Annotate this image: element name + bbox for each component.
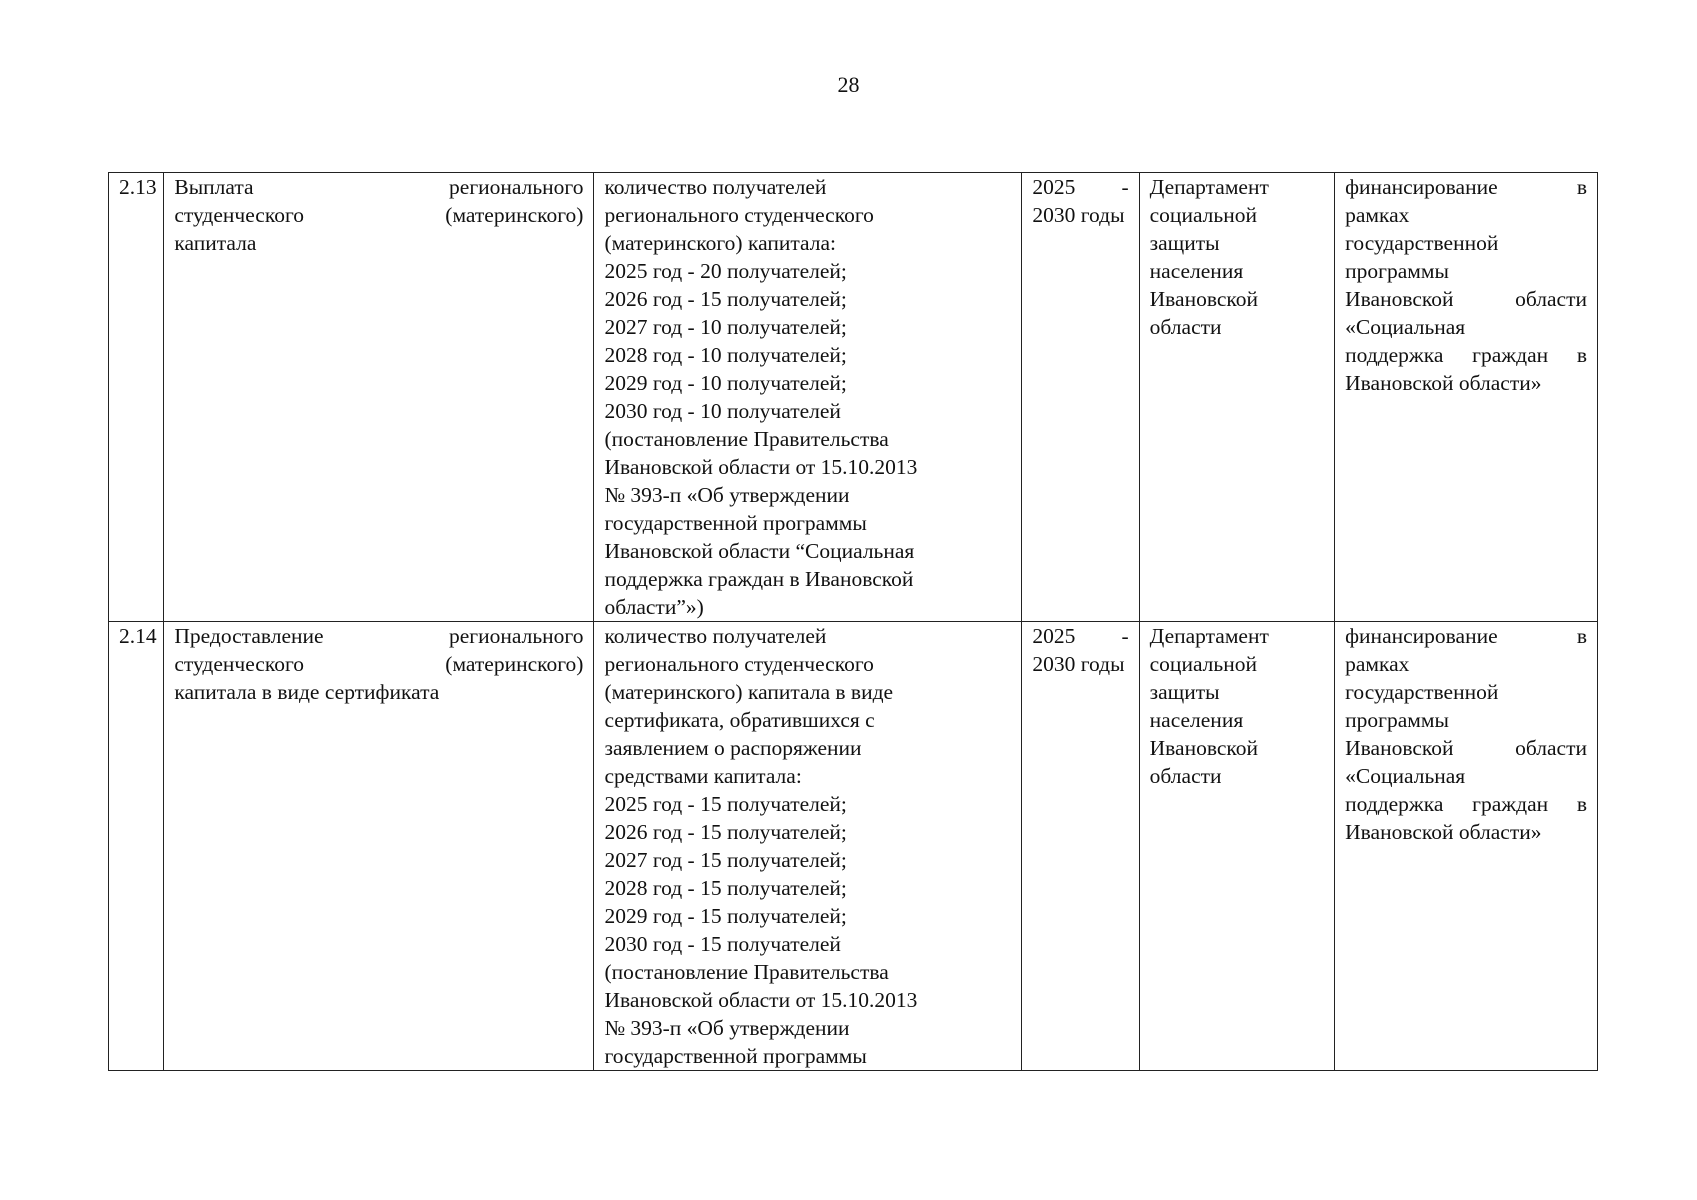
indicator-line: 2029 год - 10 получателей;	[604, 371, 847, 395]
measures-table	[108, 172, 1598, 1071]
page-number: 28	[837, 72, 860, 97]
indicator-line: государственной программы	[604, 511, 867, 535]
financing-line: Ивановской области	[1345, 736, 1587, 760]
financing-line: поддержка граждан в	[1345, 343, 1587, 367]
indicator-line: количество получателей	[604, 175, 827, 199]
indicator-line: Ивановской области “Социальная	[604, 539, 915, 563]
indicator-cell	[594, 173, 1022, 622]
measure-name-line: студенческого (материнского)	[174, 203, 584, 227]
row-number: 2.14	[119, 624, 157, 648]
financing-line: программы	[1345, 708, 1449, 732]
indicator-line: 2025 год - 20 получателей;	[604, 259, 847, 283]
indicator-line: сертификата, обратившихся с	[604, 708, 875, 732]
executor-line: населения	[1149, 708, 1244, 732]
term-start: 2025	[1032, 175, 1076, 199]
term-start-line	[1032, 173, 1128, 201]
indicator-line: регионального студенческого	[604, 652, 874, 676]
term-cell	[1022, 173, 1139, 622]
financing-line: государственной	[1345, 680, 1499, 704]
executor-line: социальной	[1149, 652, 1257, 676]
executor-line: защиты	[1149, 680, 1220, 704]
term-dash: -	[1121, 175, 1129, 199]
indicator-line: 2025 год - 15 получателей;	[604, 792, 847, 816]
indicator-line: заявлением о распоряжении	[604, 736, 862, 760]
row-number-cell	[109, 173, 164, 622]
financing-line: Ивановской области	[1345, 287, 1587, 311]
term-end: 2030 годы	[1032, 652, 1125, 676]
indicator-line: 2027 год - 10 получателей;	[604, 315, 847, 339]
indicator-line: 2028 год - 10 получателей;	[604, 343, 847, 367]
financing-line: рамках	[1345, 652, 1410, 676]
indicator-line: 2026 год - 15 получателей;	[604, 287, 847, 311]
executor-line: Ивановской	[1149, 287, 1259, 311]
indicator-line: области”»)	[604, 595, 704, 619]
executor-cell	[1139, 173, 1334, 622]
indicator-line: 2028 год - 15 получателей;	[604, 876, 847, 900]
indicator-line: № 393-п «Об утверждении	[604, 483, 850, 507]
financing-line: Ивановской области»	[1345, 371, 1542, 395]
financing-line: «Социальная	[1345, 764, 1466, 788]
indicator-line: (материнского) капитала:	[604, 231, 836, 255]
indicator-line: (материнского) капитала в виде	[604, 680, 894, 704]
executor-cell	[1139, 622, 1334, 1071]
executor-line: защиты	[1149, 231, 1220, 255]
table-row	[109, 173, 1598, 622]
term-end: 2030 годы	[1032, 203, 1125, 227]
indicator-line: поддержка граждан в Ивановской	[604, 567, 914, 591]
executor-line: Ивановской	[1149, 736, 1259, 760]
indicator-line: 2030 год - 15 получателей	[604, 932, 841, 956]
executor-line: области	[1149, 764, 1222, 788]
indicator-line: (постановление Правительства	[604, 960, 889, 984]
financing-line: финансирование в	[1345, 624, 1587, 648]
indicator-line: количество получателей	[604, 624, 827, 648]
measure-name-line: Выплата регионального	[174, 175, 584, 199]
financing-line: Ивановской области»	[1345, 820, 1542, 844]
executor-line: Департамент	[1149, 175, 1269, 199]
financing-line: финансирование в	[1345, 175, 1587, 199]
term-dash: -	[1121, 624, 1129, 648]
financing-line: государственной	[1345, 231, 1499, 255]
executor-line: населения	[1149, 259, 1244, 283]
financing-cell	[1335, 622, 1598, 1071]
term-start-line	[1032, 622, 1128, 650]
measure-name-line: капитала в виде сертификата	[174, 680, 440, 704]
indicator-line: 2029 год - 15 получателей;	[604, 904, 847, 928]
indicator-line: 2030 год - 10 получателей	[604, 399, 841, 423]
financing-cell	[1335, 173, 1598, 622]
measure-name-line: Предоставление регионального	[174, 624, 584, 648]
row-number-cell	[109, 622, 164, 1071]
measure-name-cell	[164, 173, 594, 622]
term-start: 2025	[1032, 624, 1076, 648]
executor-line: области	[1149, 315, 1222, 339]
financing-line: программы	[1345, 259, 1449, 283]
row-number: 2.13	[119, 175, 157, 199]
indicator-line: государственной программы	[604, 1044, 867, 1068]
indicator-line: средствами капитала:	[604, 764, 802, 788]
executor-line: Департамент	[1149, 624, 1269, 648]
indicator-line: Ивановской области от 15.10.2013	[604, 988, 918, 1012]
indicator-line: 2026 год - 15 получателей;	[604, 820, 847, 844]
indicator-line: № 393-п «Об утверждении	[604, 1016, 850, 1040]
measure-name-line: капитала	[174, 231, 257, 255]
term-cell	[1022, 622, 1139, 1071]
indicator-cell	[594, 622, 1022, 1071]
table-row	[109, 622, 1598, 1071]
financing-line: рамках	[1345, 203, 1410, 227]
indicator-line: (постановление Правительства	[604, 427, 889, 451]
indicator-line: Ивановской области от 15.10.2013	[604, 455, 918, 479]
indicator-line: регионального студенческого	[604, 203, 874, 227]
executor-line: социальной	[1149, 203, 1257, 227]
financing-line: поддержка граждан в	[1345, 792, 1587, 816]
measure-name-cell	[164, 622, 594, 1071]
measure-name-line: студенческого (материнского)	[174, 652, 584, 676]
indicator-line: 2027 год - 15 получателей;	[604, 848, 847, 872]
financing-line: «Социальная	[1345, 315, 1466, 339]
